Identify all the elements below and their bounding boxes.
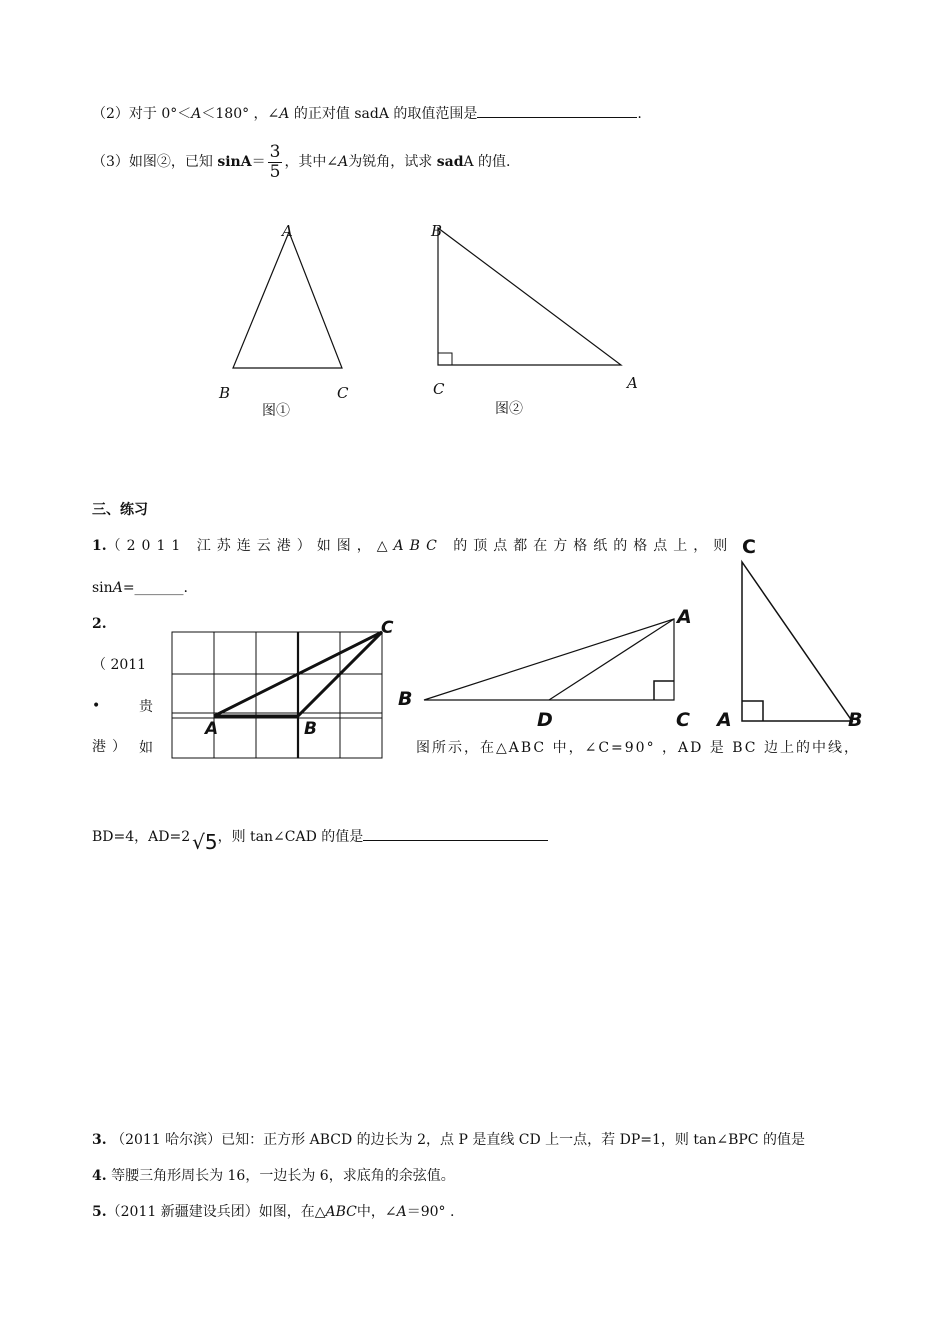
problem-5: [92, 1202, 454, 1222]
p1-number: 1.: [92, 538, 107, 554]
p2-paren-open: （ 2011: [92, 657, 147, 673]
q3-sin-label: sinA: [217, 154, 252, 170]
q3-fraction: [268, 143, 283, 182]
p5-abc: ABC: [325, 1204, 357, 1220]
p1-sin: sin: [92, 580, 113, 596]
question-2: [92, 103, 642, 124]
p5-number: 5.: [92, 1204, 107, 1220]
grid-label-b: B: [304, 719, 317, 739]
grid-label-c: C: [381, 618, 394, 638]
q3-fraction-den: 5: [269, 161, 281, 182]
fig1-label-b: B: [219, 384, 231, 402]
q2-suffix: 的正对值 sadA 的取值范围是: [289, 106, 478, 122]
problem-2-line-2: [92, 824, 548, 854]
p2-line2-end: ，则 tan∠CAD 的值是: [217, 829, 364, 845]
q3-var-a: A: [338, 154, 349, 170]
q3-prefix: （3）如图②，已知: [92, 154, 218, 170]
p1-text2: 的顶点都在方格纸的格点上，则: [442, 538, 734, 554]
fig4-label-c: C: [742, 536, 756, 558]
fig1-caption: 图①: [262, 403, 290, 419]
q3-mid: ，其中∠: [284, 154, 339, 170]
p2-number: 2.: [92, 616, 107, 632]
problem-4: [92, 1166, 455, 1186]
q3-sad-label: sad: [436, 154, 464, 170]
q3-fraction-num: 3: [269, 141, 281, 162]
fig3-label-a: A: [677, 606, 692, 628]
p1-abc: ABC: [393, 538, 443, 554]
section-title: 三、练习: [92, 502, 148, 518]
p4-text: 等腰三角形周长为 16，一边长为 6，求底角的余弦值。: [111, 1168, 455, 1184]
problem-3: [92, 1130, 805, 1150]
fig3-label-b: B: [398, 688, 413, 710]
question-3: [92, 140, 511, 184]
p5-text: （2011 新疆建设兵团）如图，在△: [106, 1204, 326, 1220]
p5-text2: 中，∠: [356, 1204, 397, 1220]
p2-dot: •: [92, 698, 101, 714]
problem-1: [92, 536, 733, 556]
q3-sad-end: A 的值.: [463, 154, 511, 170]
p2-sqrt: √5: [192, 830, 218, 854]
p3-text: （2011 哈尔滨）已知：正方形 ABCD 的边长为 2，点 P 是直线 CD 上一点，若 DP=1，则 tan∠BPC 的值是: [111, 1132, 805, 1148]
p2-answer-blank: [363, 826, 548, 841]
p1-blank: _______: [134, 580, 184, 596]
p2-place-1: 贵: [139, 699, 153, 715]
p1-var-a: A: [112, 580, 123, 596]
fig3-label-d: D: [537, 709, 553, 731]
fig4-label-a: A: [717, 709, 732, 731]
q3-suffix: 为锐角，试求: [348, 154, 437, 170]
q2-prefix: （2）对于 0°＜: [92, 106, 192, 122]
q2-var-a2: A: [279, 106, 290, 122]
fig3-label-c: C: [676, 709, 690, 731]
fig2-label-c: C: [433, 380, 445, 398]
q2-mid: ＜180° ，∠: [201, 106, 280, 122]
p1-end: .: [183, 580, 188, 596]
q2-answer-blank: [477, 103, 637, 118]
p2-ru: 如: [139, 740, 153, 756]
fig2-caption: 图②: [495, 401, 523, 417]
p1-text: （2011 江苏连云港）如图，△: [106, 538, 394, 554]
p5-text3: ＝90° .: [406, 1204, 455, 1220]
q2-end: .: [637, 106, 642, 122]
p2-line2: BD=4，AD=2: [92, 829, 191, 845]
fig4-label-b: B: [848, 709, 863, 731]
p2-text: 图所示，在△ABC 中，∠C=90° ，AD 是 BC 边上的中线，: [416, 740, 860, 756]
fig1-label-c: C: [337, 384, 349, 402]
fig1-label-a: A: [282, 222, 293, 240]
p4-number: 4.: [92, 1168, 107, 1184]
grid-label-a: A: [205, 719, 219, 739]
problem-1-line-2: [92, 578, 188, 598]
q3-eq: ＝: [251, 154, 266, 170]
fig2-label-b: B: [431, 222, 443, 240]
p3-number: 3.: [92, 1132, 107, 1148]
p2-place-2: 港）: [92, 739, 132, 755]
p5-var-a: A: [396, 1204, 407, 1220]
fig2-label-a: A: [627, 374, 638, 392]
p1-eq: =: [122, 580, 135, 596]
q2-var-a: A: [191, 106, 202, 122]
p2-sqrt-value: 5: [204, 830, 218, 854]
